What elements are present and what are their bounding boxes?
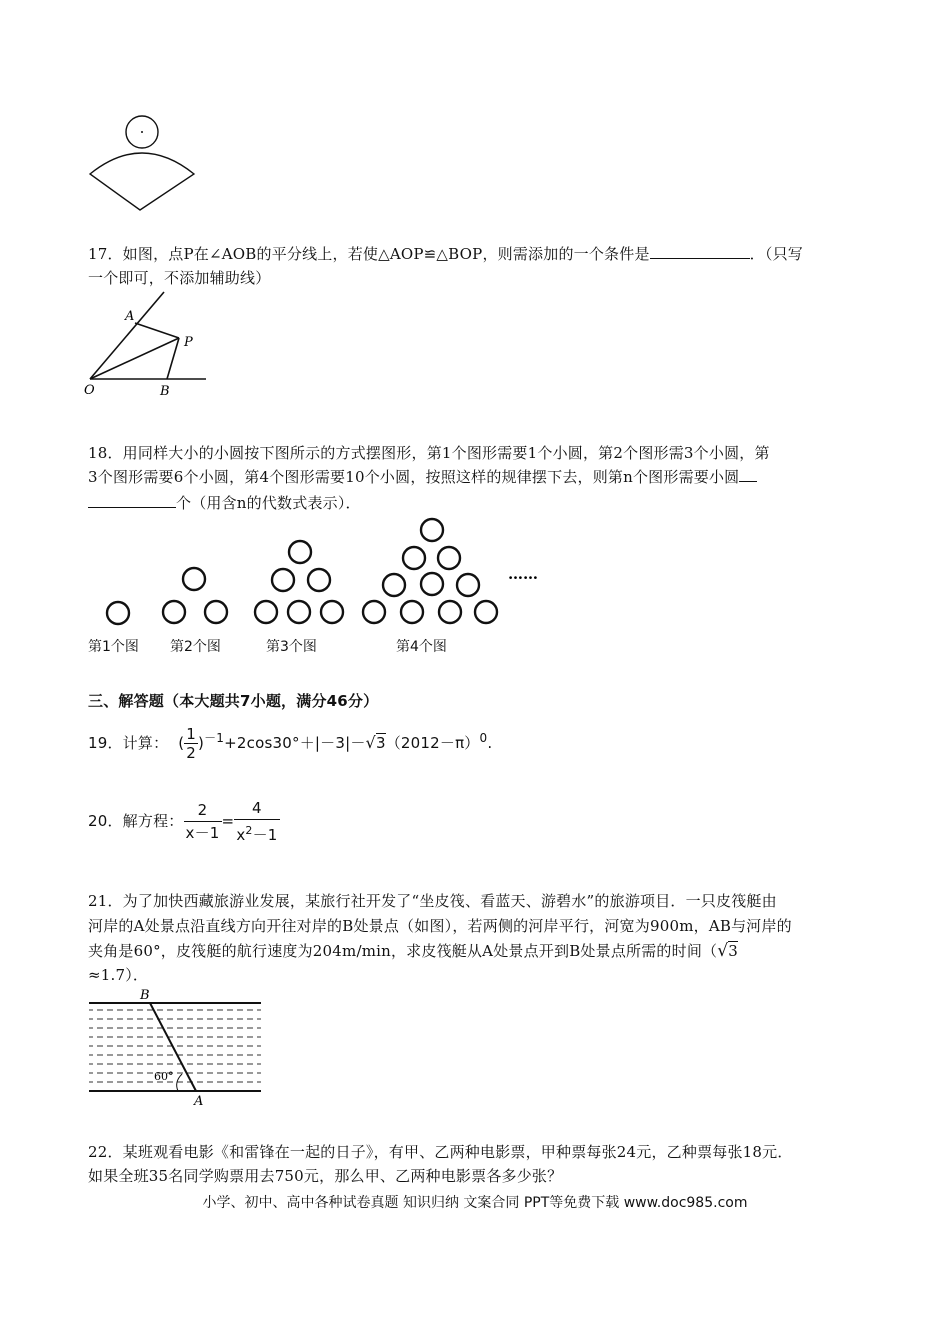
label-B: B [140, 988, 150, 1003]
fig4-circle [401, 601, 423, 623]
q17-answer-blank[interactable] [650, 244, 750, 259]
fig4-circle [363, 601, 385, 623]
q20-line: 20．解方程： $\frac{2}{x-1}$ = $\frac{4}{x^2-1}$ [88, 799, 278, 844]
fig3-circle [272, 569, 294, 591]
q22-line2: 如果全班35名同学购票用去750元，那么甲、乙两种电影票各多少张？ [88, 1167, 563, 1185]
label-A: A [194, 1094, 204, 1108]
fig4-circle [439, 601, 461, 623]
q22-line1: 22．某班观看电影《和雷锋在一起的日子》，有甲、乙两种电影票，甲种票每张24元，乙种票每张18元． [88, 1143, 793, 1161]
label-A: A [125, 309, 135, 324]
q21-line4: ≈1.7）． [88, 966, 149, 984]
caption-fig4: 第4个图 [396, 639, 447, 655]
fig3-circle [308, 569, 330, 591]
caption-fig2: 第2个图 [170, 639, 221, 655]
circle-center-dot [141, 131, 143, 133]
caption-fig3: 第3个图 [266, 639, 317, 655]
q18-answer-blank-a[interactable] [739, 467, 757, 482]
q21-river-figure [86, 988, 266, 1108]
fig4-circle [475, 601, 497, 623]
fig3-circle [289, 541, 311, 563]
river-water [89, 1004, 261, 1090]
fig4-circle [403, 547, 425, 569]
q17-angle-figure [80, 288, 215, 400]
q17-line2: 一个即可，不添加辅助线） [88, 269, 271, 287]
q19-line: 19．计算： ( $\frac{1}{2}$ )$^{-1}+2\cos 30^\circ+|-3|-√3(2012-\pi)^0$. [88, 725, 493, 762]
label-angle: 60° [154, 1070, 174, 1083]
q21-line3: 夹角是60°，皮筏艇的航行速度为204m/min，求皮筏艇从A处景点开到B处景点所需的时间（√3 [88, 941, 739, 961]
fig4-circle [421, 519, 443, 541]
fig2-circle [183, 568, 205, 590]
fan-shape [90, 153, 194, 210]
q21-line2: 河岸的A处景点沿直线方向开往对岸的B处景点（如图），若两侧的河岸平行，河宽为900m，AB与河岸的 [88, 917, 792, 935]
fig4-circle [457, 574, 479, 596]
label-O: O [84, 383, 95, 398]
q18-line1: 18．用同样大小的小圆按下图所示的方式摆图形，第1个图形需要1个小圆，第2个图形需3个小圆，第 [88, 444, 770, 462]
q18-line2: 3个图形需要6个小圆，第4个图形需要10个小圆，按照这样的规律摆下去，则第n个图形需要小圆 [88, 466, 757, 488]
fan-circle-figure [84, 112, 204, 216]
fig1-circle [107, 602, 129, 624]
q21-line1: 21．为了加快西藏旅游业发展，某旅行社开发了“坐皮筏、看蓝天、游碧水”的旅游项目．一只皮筏艇由 [88, 892, 777, 910]
q18-answer-blank-b[interactable] [88, 493, 176, 508]
fig4-circle [421, 573, 443, 595]
label-P: P [184, 335, 193, 350]
fig4-circle [383, 574, 405, 596]
section-title: 三、解答题（本大题共7小题，满分46分） [88, 692, 379, 710]
q18-circle-patterns [88, 514, 548, 634]
fig3-circle [321, 601, 343, 623]
fig2-circle [205, 601, 227, 623]
q17-line1: 17．如图，点P在∠AOB的平分线上，若使△AOP≌△BOP，则需添加的一个条件是 ．（只写 [88, 245, 803, 263]
fig3-circle [255, 601, 277, 623]
fig3-circle [288, 601, 310, 623]
label-B: B [160, 384, 170, 399]
fig2-circle [163, 601, 185, 623]
caption-fig1: 第1个图 [88, 639, 139, 655]
fig4-circle [438, 547, 460, 569]
page-footer: 小学、初中、高中各种试卷真题 知识归纳 文案合同 PPT等免费下载 www.doc985.com [202, 1195, 748, 1211]
q18-line3: 个（用含n的代数式表示）． [88, 492, 361, 514]
ellipsis-text: …… [508, 565, 538, 583]
